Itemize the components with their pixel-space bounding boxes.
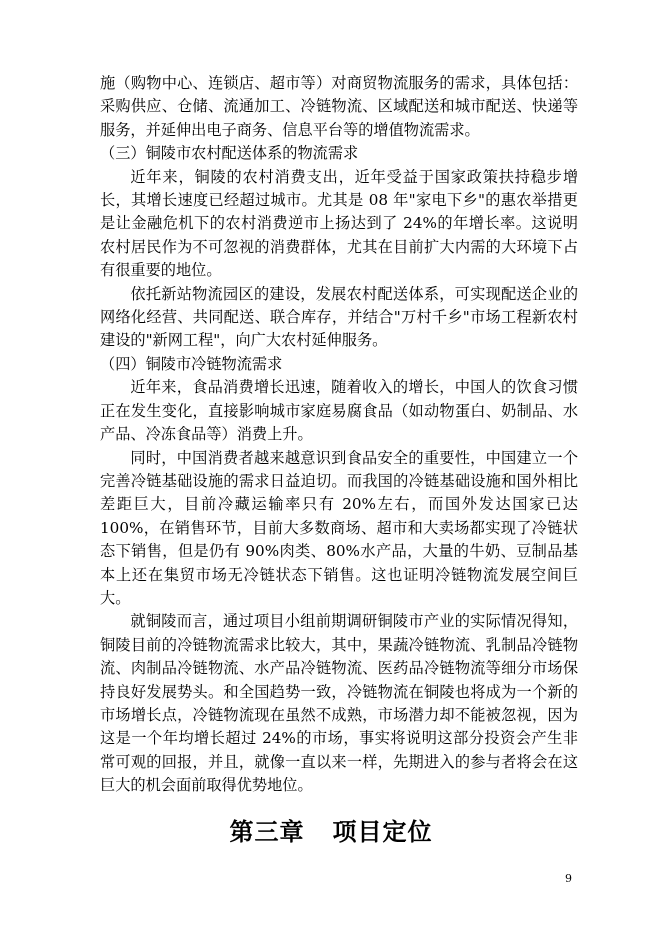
paragraph-6: 就铜陵而言，通过项目小组前期调研铜陵市产业的实际情况得知，铜陵目前的冷链物流需求比较大，其中，果蔬冷链物流、乳制品冷链物流、肉制品冷链物流、水产品冷链物流、医药品冷链物流等细分市场保持良好发展势头。和全国趋势一致，冷链物流在铜陵也将成为一个新的市场增长点，冷链物流现在虽然不成熟，市场潜力却不能被忽视，因为这是一个年均增长超过 24%的市场，事实将说明这部分投资会产生非常可观的回报，并且，就像一直以来一样，先期进入的参与者将会在这巨大的机会面前取得优势地位。 xyxy=(100,612,578,795)
chapter-number: 第三章 xyxy=(229,817,305,846)
paragraph-1: 施（购物中心、连锁店、超市等）对商贸物流服务的需求，具体包括：采购供应、仓储、流通加工、冷链物流、区域配送和城市配送、快递等服务，并延伸出电子商务、信息平台等的增值物流需求。 xyxy=(100,74,578,139)
chapter-name: 项目定位 xyxy=(332,817,433,846)
chapter-title xyxy=(0,812,662,847)
section-heading-4: （四）铜陵市冷链物流需求 xyxy=(100,354,283,373)
paragraph-3: 依托新站物流园区的建设，发展农村配送体系，可实现配送企业的网络化经营、共同配送、联合库存，并结合"万村千乡"市场工程新农村建设的"新网工程"，向广大农村延伸服务。 xyxy=(100,284,578,350)
paragraph-5: 同时，中国消费者越来越意识到食品安全的重要性，中国建立一个完善冷链基础设施的需求日益迫切。而我国的冷链基础设施和国外相比差距巨大，目前冷藏运输率只有 20%左右，而国外发达国家已达 100%，在销售环节，目前大多数商场、超市和大卖场都实现了冷链状态下销售，但是仍有 90%肉类、80%水产品，大量的牛奶、豆制品基本上还在集贸市场无冷链状态下销售。这也证明冷链物流发展空间巨大。 xyxy=(100,448,578,607)
section-heading-3: （三）铜陵市农村配送体系的物流需求 xyxy=(100,144,359,163)
paragraph-2: 近年来，铜陵的农村消费支出，近年受益于国家政策扶持稳步增长，其增长速度已经超过城市。尤其是 08 年"家电下乡"的惠农举措更是让金融危机下的农村消费逆市上扬达到了 24%的年增长率。这说明农村居民作为不可忽视的消费群体，尤其在目前扩大内需的大环境下占有很重要的地位。 xyxy=(100,167,578,280)
page-number: 9 xyxy=(565,872,572,885)
document-body xyxy=(100,72,578,798)
paragraph-4: 近年来，食品消费增长迅速，随着收入的增长，中国人的饮食习惯正在发生变化，直接影响城市家庭易腐食品（如动物蛋白、奶制品、水产品、冷冻食品等）消费上升。 xyxy=(100,378,578,444)
